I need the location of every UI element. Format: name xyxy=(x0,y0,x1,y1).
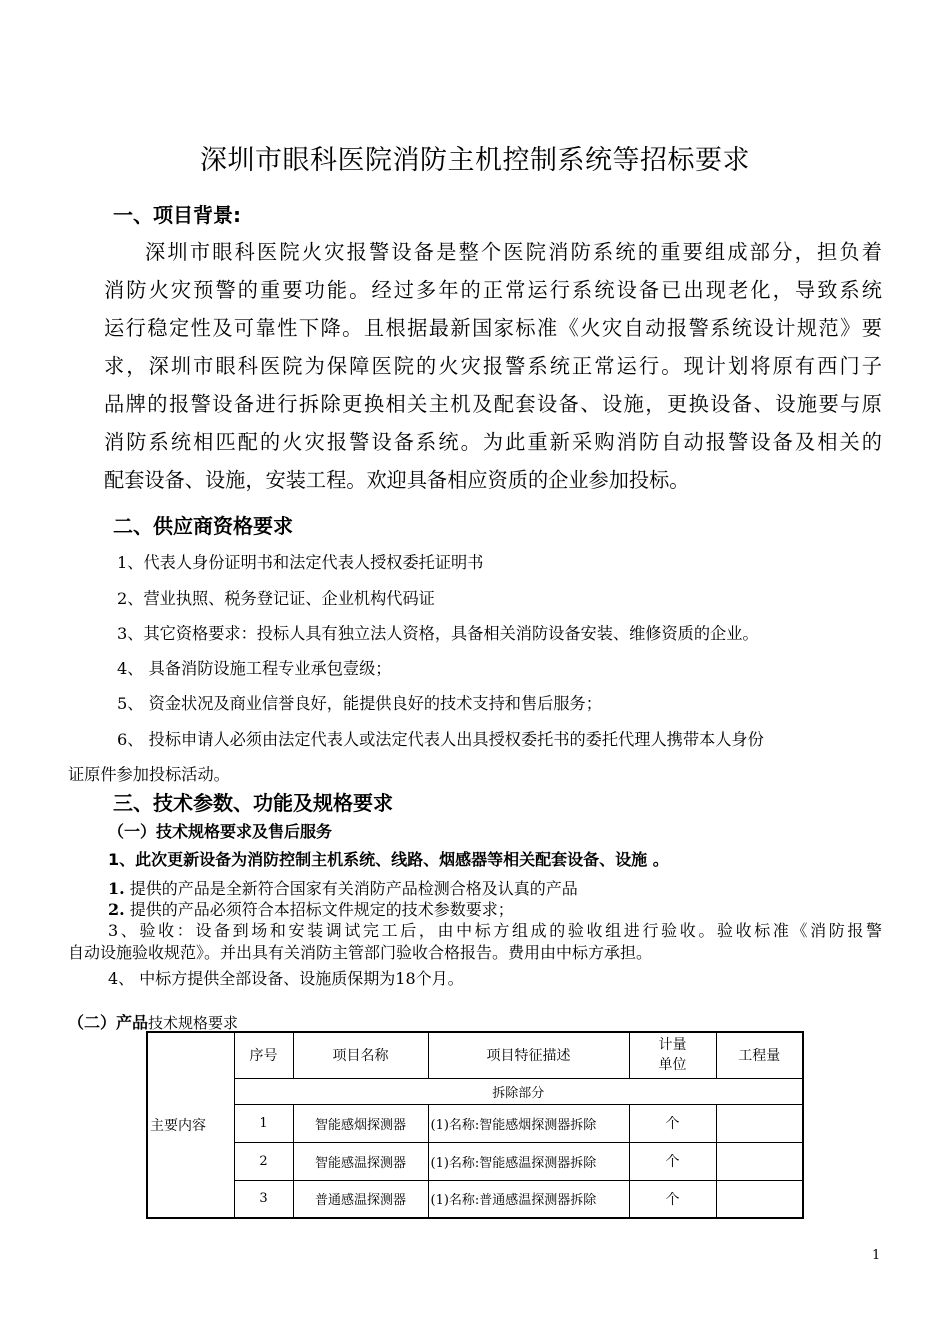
header-item-name: 项目名称 xyxy=(293,1032,428,1078)
spec-point-3-line1: 3、验收：设备到场和安装调试完工后，由中标方组成的验收组进行验收。验收标准《消防报警 xyxy=(108,921,882,940)
group-label-demolition: 拆除部分 xyxy=(234,1078,803,1104)
spec-lead: 1、此次更新设备为消防控制主机系统、线路、烟感器等相关配套设备、设施 。 xyxy=(108,850,669,869)
table-row xyxy=(147,1180,803,1218)
cell-qty xyxy=(716,1180,803,1218)
qualification-item: 1、代表人身份证明书和法定代表人授权委托证明书 xyxy=(117,553,484,572)
spec-point-text: 提供的产品是全新符合国家有关消防产品检测合格及认真的产品 xyxy=(129,879,578,898)
header-quantity: 工程量 xyxy=(716,1032,803,1078)
cell-no: 3 xyxy=(234,1180,293,1218)
spec-point-4: 4、 中标方提供全部设备、设施质保期为18个月。 xyxy=(108,969,464,988)
table-row xyxy=(147,1142,803,1180)
spec-point-text: 提供的产品必须符合本招标文件规定的技术参数要求； xyxy=(129,900,514,919)
qualification-item: 4、 具备消防设施工程专业承包壹级； xyxy=(117,659,392,678)
product-heading-rest: 技术规格要求 xyxy=(148,1014,239,1032)
cell-name: 智能感温探测器 xyxy=(293,1142,428,1180)
paragraph-line: 配套设备、设施，安装工程。欢迎具备相应资质的企业参加投标。 xyxy=(104,468,690,492)
paragraph-line: 品牌的报警设备进行拆除更换相关主机及配套设备、设施，更换设备、设施要与原 xyxy=(104,392,882,416)
header-unit: 计量 单位 xyxy=(629,1032,716,1078)
subsection-heading-product xyxy=(68,1010,238,1033)
product-heading-bold: （二）产品 xyxy=(68,1013,149,1032)
table-group-row xyxy=(147,1078,803,1104)
paragraph-line: 消防火灾预警的重要功能。经过多年的正常运行系统设备已出现老化，导致系统 xyxy=(104,278,882,302)
cell-qty xyxy=(716,1142,803,1180)
cell-name: 普通感温探测器 xyxy=(293,1180,428,1218)
qualification-item-continued: 证原件参加投标活动。 xyxy=(68,765,230,784)
qualification-item: 5、 资金状况及商业信誉良好，能提供良好的技术支持和售后服务； xyxy=(117,694,602,713)
cell-name: 智能感烟探测器 xyxy=(293,1104,428,1142)
cell-no: 2 xyxy=(234,1142,293,1180)
qualification-item: 6、 投标申请人必须由法定代表人或法定代表人出具授权委托书的委托代理人携带本人身份 xyxy=(117,730,764,749)
spec-point xyxy=(108,897,514,920)
table-row xyxy=(147,1104,803,1142)
paragraph-line: 求，深圳市眼科医院为保障医院的火灾报警系统正常运行。现计划将原有西门子 xyxy=(104,354,882,378)
cell-qty xyxy=(716,1104,803,1142)
qualification-item: 3、其它资格要求：投标人具有独立法人资格，具备相关消防设备安装、维修资质的企业。 xyxy=(117,624,759,643)
page-title: 深圳市眼科医院消防主机控制系统等招标要求 xyxy=(200,145,750,176)
section-heading-technical: 三、技术参数、功能及规格要求 xyxy=(113,791,393,815)
cell-unit: 个 xyxy=(629,1142,716,1180)
spec-point-number: 2. xyxy=(108,900,125,919)
spec-point-number: 1. xyxy=(108,879,125,898)
page-number: 1 xyxy=(872,1248,881,1263)
qualification-item: 2、营业执照、税务登记证、企业机构代码证 xyxy=(117,589,435,608)
spec-point xyxy=(108,876,578,899)
paragraph-line: 深圳市眼科医院火灾报警设备是整个医院消防系统的重要组成部分，担负着 xyxy=(145,240,882,264)
cell-desc: (1)名称:普通感温探测器拆除 xyxy=(428,1180,629,1218)
cell-unit: 个 xyxy=(629,1180,716,1218)
section-heading-background: 一、项目背景: xyxy=(113,203,241,227)
spec-point-3-line2: 自动设施验收规范》。并出具有关消防主管部门验收合格报告。费用由中标方承担。 xyxy=(68,943,653,962)
cell-desc: (1)名称:智能感烟探测器拆除 xyxy=(428,1104,629,1142)
section-heading-qualification: 二、供应商资格要求 xyxy=(113,514,293,538)
product-spec-table xyxy=(146,1031,804,1219)
paragraph-line: 运行稳定性及可靠性下降。且根据最新国家标准《火灾自动报警系统设计规范》要 xyxy=(104,316,882,340)
header-feature-desc: 项目特征描述 xyxy=(428,1032,629,1078)
cell-unit: 个 xyxy=(629,1104,716,1142)
table-header-row xyxy=(147,1032,803,1078)
cell-desc: (1)名称:智能感温探测器拆除 xyxy=(428,1142,629,1180)
paragraph-line: 消防系统相匹配的火灾报警设备系统。为此重新采购消防自动报警设备及相关的 xyxy=(104,430,882,454)
subsection-heading-spec: （一）技术规格要求及售后服务 xyxy=(108,822,333,841)
cell-no: 1 xyxy=(234,1104,293,1142)
header-no: 序号 xyxy=(234,1032,293,1078)
row-label-main-content: 主要内容 xyxy=(147,1032,234,1218)
